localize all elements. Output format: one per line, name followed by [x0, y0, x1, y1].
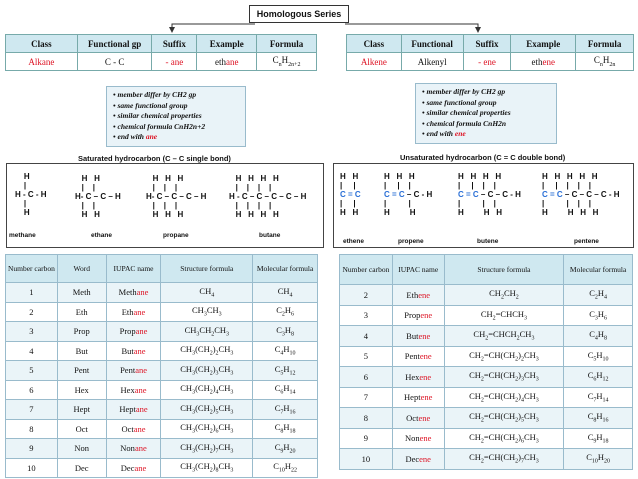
molecular-formula: $C_4H_8$	[564, 326, 633, 347]
table-row	[6, 341, 318, 361]
alkene-table-body	[340, 285, 633, 470]
molecular-formula: $C_9H_{20}$	[253, 439, 318, 459]
table-row	[340, 346, 633, 367]
structure-formula: $CH_3CH_3$	[161, 302, 253, 322]
header-word: Word	[57, 255, 106, 283]
unsaturated-label: Unsaturated hydrocarbon (C = C double bond)	[400, 153, 566, 162]
ethene-structure: H H | | C = C | | H H	[340, 172, 361, 217]
col-suffix: Suffix	[463, 35, 511, 53]
structure-formula: $CH_2=CH(CH_2)_4CH_3$	[444, 387, 564, 408]
page-title: Homologous Series	[249, 5, 349, 23]
word-stem: Dec	[57, 458, 106, 478]
iupac-name: Pentane	[106, 361, 161, 381]
class-cell: Alkane	[6, 53, 78, 71]
structure-formula: $CH_2=CH(CH_2)_3CH_3$	[444, 367, 564, 388]
word-stem: Hept	[57, 400, 106, 420]
col-class: Class	[347, 35, 402, 53]
iupac-name: Ethene	[392, 285, 444, 306]
word-stem: Hex	[57, 380, 106, 400]
col-functional: Functional gp	[77, 35, 152, 53]
iupac-name: Hexene	[392, 367, 444, 388]
molecular-formula: $C_{10}H_{22}$	[253, 458, 318, 478]
structure-formula: $CH_3(CH_2)_4CH_3$	[161, 380, 253, 400]
suffix-cell: - ene	[463, 53, 511, 71]
iupac-name: Nonene	[392, 428, 444, 449]
iupac-name: Heptane	[106, 400, 161, 420]
table-row	[340, 367, 633, 388]
name-ethene: ethene	[343, 238, 364, 245]
saturated-label: Saturated hydrocarbon (C – C single bond)	[78, 154, 231, 163]
formula-cell: $C_nH_{2n+2}$	[257, 53, 317, 71]
molecular-formula: $C_9H_{18}$	[564, 428, 633, 449]
table-row	[340, 285, 633, 306]
structure-formula: $CH_2=CH(CH_2)_6CH_3$	[444, 428, 564, 449]
structure-formula: $CH_2=CH(CH_2)_7CH_3$	[444, 449, 564, 470]
structure-formula: $CH_2CH_2$	[444, 285, 564, 306]
suffix-cell: - ane	[152, 53, 197, 71]
carbon-count: 1	[6, 283, 58, 303]
molecular-formula: $C_3H_8$	[253, 322, 318, 342]
carbon-count: 8	[6, 419, 58, 439]
iupac-name: Decane	[106, 458, 161, 478]
table-row	[340, 387, 633, 408]
alkene-table	[339, 254, 633, 470]
header-iupac: IUPAC name	[106, 255, 161, 283]
structure-formula: $CH_3(CH_2)_3CH_3$	[161, 361, 253, 381]
iupac-name: Octane	[106, 419, 161, 439]
name-ethane: ethane	[91, 232, 112, 239]
molecular-formula: $C_8H_{18}$	[253, 419, 318, 439]
molecular-formula: $C_8H_{16}$	[564, 408, 633, 429]
name-pentene: pentene	[574, 238, 599, 245]
iupac-name: Pentene	[392, 346, 444, 367]
carbon-count: 3	[6, 322, 58, 342]
carbon-count: 6	[6, 380, 58, 400]
col-formula: Formula	[257, 35, 317, 53]
carbon-count: 6	[340, 367, 393, 388]
alkene-properties-note	[415, 83, 557, 144]
word-stem: Meth	[57, 283, 106, 303]
col-class: Class	[6, 35, 78, 53]
structure-formula: $CH_3(CH_2)_2CH_3$	[161, 341, 253, 361]
molecular-formula: $C_5H_{12}$	[253, 361, 318, 381]
functional-cell: Alkenyl	[401, 53, 463, 71]
word-stem: Non	[57, 439, 106, 459]
structure-formula: $CH_2=CH(CH_2)_2CH_3$	[444, 346, 564, 367]
alkane-table	[5, 254, 318, 478]
carbon-count: 7	[6, 400, 58, 420]
iupac-name: Butane	[106, 341, 161, 361]
example-cell: ethene	[511, 53, 576, 71]
molecular-formula: $C_5H_{10}$	[564, 346, 633, 367]
methane-structure: H | H - C - H | H	[15, 172, 47, 217]
molecular-formula: $C_4H_{10}$	[253, 341, 318, 361]
header-molecular: Molecular formula	[253, 255, 318, 283]
carbon-count: 5	[6, 361, 58, 381]
col-functional: Functional	[401, 35, 463, 53]
alkane-properties-note	[106, 86, 246, 147]
alkene-summary-table	[346, 34, 634, 71]
note-item: • same functional group	[113, 101, 239, 112]
iupac-name: Nonane	[106, 439, 161, 459]
table-row	[6, 458, 318, 478]
table-row	[340, 305, 633, 326]
iupac-name: Ethane	[106, 302, 161, 322]
carbon-count: 2	[6, 302, 58, 322]
iupac-name: Octene	[392, 408, 444, 429]
carbon-count: 5	[340, 346, 393, 367]
unsaturated-structures	[333, 163, 634, 248]
table-row	[6, 322, 318, 342]
table-row	[340, 449, 633, 470]
col-suffix: Suffix	[152, 35, 197, 53]
formula-cell: $C_nH_{2n}$	[576, 53, 634, 71]
molecular-formula: $C_2H_4$	[564, 285, 633, 306]
molecular-formula: $C_3H_6$	[564, 305, 633, 326]
name-methane: methane	[9, 232, 36, 239]
pentene-structure: H H H H H | | | | | C = C – C – C – C - H | | | | H H H H	[542, 172, 620, 217]
molecular-formula: $C_{10}H_{20}$	[564, 449, 633, 470]
header-number: Number carbon	[340, 255, 393, 285]
molecular-formula: $CH_4$	[253, 283, 318, 303]
word-stem: Prop	[57, 322, 106, 342]
butene-structure: H H H H | | | | C = C – C – C - H | | | H H H	[458, 172, 521, 217]
header-structure: Structure formula	[161, 255, 253, 283]
molecular-formula: $C_7H_{14}$	[564, 387, 633, 408]
word-stem: Pent	[57, 361, 106, 381]
carbon-count: 8	[340, 408, 393, 429]
structure-formula: $CH_2=CH(CH_2)_5CH_3$	[444, 408, 564, 429]
iupac-name: Decene	[392, 449, 444, 470]
note-item: • chemical formula CnH2n+2	[113, 122, 239, 133]
molecular-formula: $C_6H_{12}$	[564, 367, 633, 388]
col-formula: Formula	[576, 35, 634, 53]
carbon-count: 4	[6, 341, 58, 361]
carbon-count: 9	[6, 439, 58, 459]
table-row	[340, 326, 633, 347]
name-propene: propene	[398, 238, 424, 245]
butane-structure: H H H H | | | | H - C – C – C – C – H | | | | H H H H	[229, 174, 307, 219]
iupac-name: Butene	[392, 326, 444, 347]
alkane-summary-table	[5, 34, 317, 71]
table-row	[6, 419, 318, 439]
table-row	[6, 380, 318, 400]
header-number: Number carbon	[6, 255, 58, 283]
note-item: • same functional group	[422, 98, 550, 109]
structure-formula: $CH_2=CHCH_3$	[444, 305, 564, 326]
table-row	[6, 302, 318, 322]
table-row	[6, 361, 318, 381]
iupac-name: Hexane	[106, 380, 161, 400]
col-example: Example	[197, 35, 257, 53]
note-item: • member differ by CH2 gp	[113, 90, 239, 101]
structure-formula: $CH_3(CH_2)_7CH_3$	[161, 439, 253, 459]
name-propane: propane	[163, 232, 189, 239]
note-item: • end with ane	[113, 132, 239, 143]
carbon-count: 3	[340, 305, 393, 326]
alkane-table-body	[6, 283, 318, 478]
structure-formula: $CH_2=CHCH_2CH_3$	[444, 326, 564, 347]
note-item: • end with ene	[422, 129, 550, 140]
structure-formula: $CH_3(CH_2)_6CH_3$	[161, 419, 253, 439]
note-item: • member differ by CH2 gp	[422, 87, 550, 98]
header-iupac: IUPAC name	[392, 255, 444, 285]
carbon-count: 9	[340, 428, 393, 449]
carbon-count: 2	[340, 285, 393, 306]
molecular-formula: $C_2H_6$	[253, 302, 318, 322]
header-molecular: Molecular formula	[564, 255, 633, 285]
structure-formula: $CH_3(CH_2)_5CH_3$	[161, 400, 253, 420]
note-item: • similar chemical properties	[113, 111, 239, 122]
propene-structure: H H H | | | C = C – C - H | | H H	[384, 172, 433, 217]
example-cell: ethane	[197, 53, 257, 71]
note-item: • chemical formula CnH2n	[422, 119, 550, 130]
name-butene: butene	[477, 238, 499, 245]
word-stem: Oct	[57, 419, 106, 439]
table-row	[340, 408, 633, 429]
table-row	[6, 439, 318, 459]
functional-cell: C - C	[77, 53, 152, 71]
table-row	[340, 428, 633, 449]
table-row	[6, 400, 318, 420]
propane-structure: H H H | | | H- C – C – C – H | | | H H H	[146, 174, 207, 219]
saturated-structures	[6, 163, 324, 248]
word-stem: But	[57, 341, 106, 361]
carbon-count: 10	[6, 458, 58, 478]
iupac-name: Propene	[392, 305, 444, 326]
iupac-name: Propane	[106, 322, 161, 342]
word-stem: Eth	[57, 302, 106, 322]
col-example: Example	[511, 35, 576, 53]
molecular-formula: $C_7H_{16}$	[253, 400, 318, 420]
note-item: • similar chemical properties	[422, 108, 550, 119]
iupac-name: Methane	[106, 283, 161, 303]
carbon-count: 7	[340, 387, 393, 408]
header-structure: Structure formula	[444, 255, 564, 285]
ethane-structure: H H | | H- C – C – H | | H H	[75, 174, 121, 219]
table-row	[6, 283, 318, 303]
iupac-name: Heptene	[392, 387, 444, 408]
structure-formula: $CH_4$	[161, 283, 253, 303]
class-cell: Alkene	[347, 53, 402, 71]
carbon-count: 10	[340, 449, 393, 470]
carbon-count: 4	[340, 326, 393, 347]
molecular-formula: $C_6H_{14}$	[253, 380, 318, 400]
name-butane: butane	[259, 232, 281, 239]
structure-formula: $CH_3CH_2CH_3$	[161, 322, 253, 342]
structure-formula: $CH_3(CH_2)_8CH_3$	[161, 458, 253, 478]
